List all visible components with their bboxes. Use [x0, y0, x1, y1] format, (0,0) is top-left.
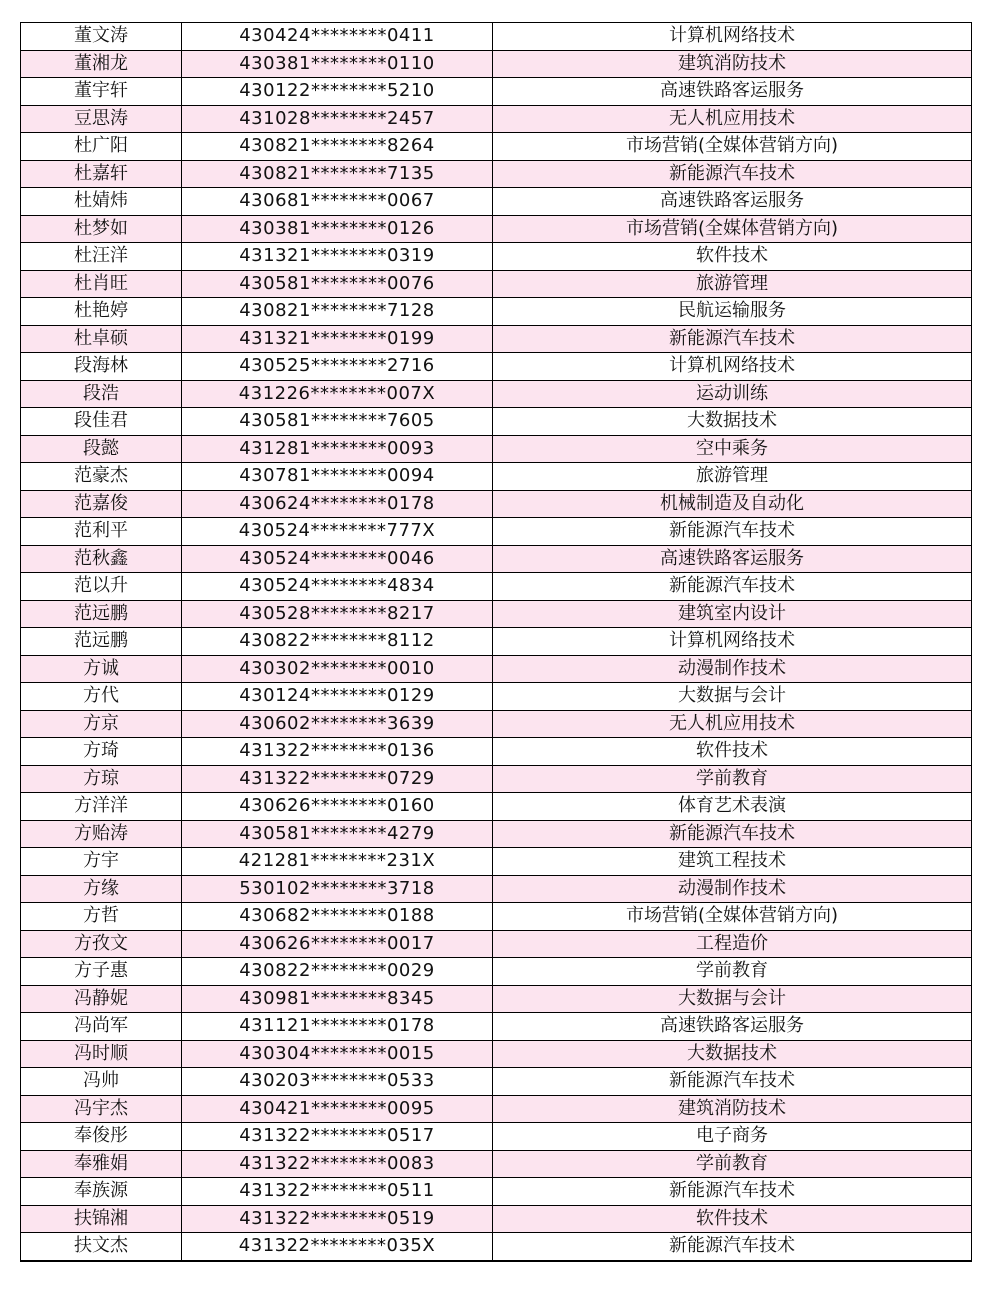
table-row	[21, 353, 972, 381]
major-cell: 新能源汽车技术	[493, 160, 972, 188]
id-number-cell: 430821********7128	[182, 298, 493, 326]
major-cell: 无人机应用技术	[493, 710, 972, 738]
student-name-cell: 段海林	[21, 353, 182, 381]
table-row	[21, 78, 972, 106]
table-row	[21, 160, 972, 188]
id-number-cell: 430524********4834	[182, 573, 493, 601]
id-number-cell: 530102********3718	[182, 875, 493, 903]
major-cell: 新能源汽车技术	[493, 820, 972, 848]
table-row	[21, 1205, 972, 1233]
major-cell: 学前教育	[493, 1150, 972, 1178]
student-name-cell: 方诚	[21, 655, 182, 683]
id-number-cell: 431322********0729	[182, 765, 493, 793]
id-number-cell: 431281********0093	[182, 435, 493, 463]
major-cell: 市场营销(全媒体营销方向)	[493, 215, 972, 243]
id-number-cell: 431322********035X	[182, 1233, 493, 1261]
id-number-cell: 430981********8345	[182, 985, 493, 1013]
student-name-cell: 范以升	[21, 573, 182, 601]
id-number-cell: 430302********0010	[182, 655, 493, 683]
id-number-cell: 431321********0319	[182, 243, 493, 271]
student-name-cell: 扶锦湘	[21, 1205, 182, 1233]
table-row	[21, 518, 972, 546]
table-row	[21, 573, 972, 601]
major-cell: 动漫制作技术	[493, 875, 972, 903]
major-cell: 高速铁路客运服务	[493, 78, 972, 106]
student-name-cell: 方京	[21, 710, 182, 738]
student-name-cell: 杜梦如	[21, 215, 182, 243]
student-name-cell: 范远鹏	[21, 600, 182, 628]
major-cell: 软件技术	[493, 243, 972, 271]
table-row	[21, 985, 972, 1013]
table-row	[21, 545, 972, 573]
table-row	[21, 1068, 972, 1096]
table-row	[21, 463, 972, 491]
major-cell: 运动训练	[493, 380, 972, 408]
table-row	[21, 243, 972, 271]
table-row	[21, 1013, 972, 1041]
student-name-cell: 董湘龙	[21, 50, 182, 78]
major-cell: 软件技术	[493, 738, 972, 766]
student-name-cell: 杜汪洋	[21, 243, 182, 271]
id-number-cell: 430581********7605	[182, 408, 493, 436]
student-name-cell: 冯帅	[21, 1068, 182, 1096]
id-number-cell: 431322********0517	[182, 1123, 493, 1151]
major-cell: 体育艺术表演	[493, 793, 972, 821]
major-cell: 计算机网络技术	[493, 353, 972, 381]
major-cell: 学前教育	[493, 765, 972, 793]
id-number-cell: 430626********0160	[182, 793, 493, 821]
major-cell: 市场营销(全媒体营销方向)	[493, 133, 972, 161]
student-name-cell: 杜艳婷	[21, 298, 182, 326]
id-number-cell: 430781********0094	[182, 463, 493, 491]
major-cell: 无人机应用技术	[493, 105, 972, 133]
student-name-cell: 杜肖旺	[21, 270, 182, 298]
id-number-cell: 430124********0129	[182, 683, 493, 711]
id-number-cell: 430424********0411	[182, 23, 493, 51]
major-cell: 大数据与会计	[493, 985, 972, 1013]
major-cell: 建筑消防技术	[493, 50, 972, 78]
major-cell: 建筑工程技术	[493, 848, 972, 876]
roster-sheet	[20, 22, 970, 1262]
table-row	[21, 50, 972, 78]
table-row	[21, 765, 972, 793]
id-number-cell: 430381********0126	[182, 215, 493, 243]
id-number-cell: 430626********0017	[182, 930, 493, 958]
table-row	[21, 23, 972, 51]
major-cell: 新能源汽车技术	[493, 1233, 972, 1261]
id-number-cell: 430421********0095	[182, 1095, 493, 1123]
student-name-cell: 方宇	[21, 848, 182, 876]
student-name-cell: 方代	[21, 683, 182, 711]
id-number-cell: 430822********8112	[182, 628, 493, 656]
major-cell: 新能源汽车技术	[493, 518, 972, 546]
table-row	[21, 133, 972, 161]
id-number-cell: 431322********0519	[182, 1205, 493, 1233]
table-row	[21, 1150, 972, 1178]
student-name-cell: 扶文杰	[21, 1233, 182, 1261]
major-cell: 高速铁路客运服务	[493, 188, 972, 216]
table-row	[21, 490, 972, 518]
major-cell: 高速铁路客运服务	[493, 1013, 972, 1041]
table-row	[21, 820, 972, 848]
id-number-cell: 430681********0067	[182, 188, 493, 216]
id-number-cell: 431226********007X	[182, 380, 493, 408]
student-name-cell: 范秋鑫	[21, 545, 182, 573]
student-name-cell: 方孜文	[21, 930, 182, 958]
id-number-cell: 421281********231X	[182, 848, 493, 876]
major-cell: 新能源汽车技术	[493, 573, 972, 601]
major-cell: 动漫制作技术	[493, 655, 972, 683]
id-number-cell: 430822********0029	[182, 958, 493, 986]
table-row	[21, 270, 972, 298]
table-row	[21, 298, 972, 326]
id-number-cell: 430304********0015	[182, 1040, 493, 1068]
student-name-cell: 方子惠	[21, 958, 182, 986]
student-name-cell: 杜婧炜	[21, 188, 182, 216]
id-number-cell: 430821********8264	[182, 133, 493, 161]
student-name-cell: 范远鹏	[21, 628, 182, 656]
major-cell: 新能源汽车技术	[493, 1068, 972, 1096]
table-row	[21, 683, 972, 711]
table-row	[21, 325, 972, 353]
table-row	[21, 408, 972, 436]
id-number-cell: 430381********0110	[182, 50, 493, 78]
id-number-cell: 431121********0178	[182, 1013, 493, 1041]
student-name-cell: 奉俊彤	[21, 1123, 182, 1151]
major-cell: 大数据与会计	[493, 683, 972, 711]
major-cell: 空中乘务	[493, 435, 972, 463]
id-number-cell: 430581********4279	[182, 820, 493, 848]
major-cell: 机械制造及自动化	[493, 490, 972, 518]
student-name-cell: 方洋洋	[21, 793, 182, 821]
id-number-cell: 430528********8217	[182, 600, 493, 628]
id-number-cell: 431322********0511	[182, 1178, 493, 1206]
table-row	[21, 848, 972, 876]
major-cell: 计算机网络技术	[493, 23, 972, 51]
table-row	[21, 793, 972, 821]
id-number-cell: 430525********2716	[182, 353, 493, 381]
major-cell: 大数据技术	[493, 408, 972, 436]
table-row	[21, 1040, 972, 1068]
major-cell: 计算机网络技术	[493, 628, 972, 656]
student-name-cell: 范利平	[21, 518, 182, 546]
id-number-cell: 430524********0046	[182, 545, 493, 573]
major-cell: 软件技术	[493, 1205, 972, 1233]
id-number-cell: 430821********7135	[182, 160, 493, 188]
table-row	[21, 600, 972, 628]
student-name-cell: 段懿	[21, 435, 182, 463]
student-name-cell: 冯静妮	[21, 985, 182, 1013]
table-row	[21, 1095, 972, 1123]
table-row	[21, 380, 972, 408]
id-number-cell: 430203********0533	[182, 1068, 493, 1096]
major-cell: 民航运输服务	[493, 298, 972, 326]
student-name-cell: 范嘉俊	[21, 490, 182, 518]
major-cell: 工程造价	[493, 930, 972, 958]
major-cell: 旅游管理	[493, 463, 972, 491]
student-name-cell: 方贻涛	[21, 820, 182, 848]
table-row	[21, 903, 972, 931]
major-cell: 市场营销(全媒体营销方向)	[493, 903, 972, 931]
major-cell: 新能源汽车技术	[493, 1178, 972, 1206]
table-row	[21, 215, 972, 243]
student-name-cell: 范豪杰	[21, 463, 182, 491]
table-row	[21, 435, 972, 463]
major-cell: 大数据技术	[493, 1040, 972, 1068]
student-name-cell: 方缘	[21, 875, 182, 903]
table-row	[21, 628, 972, 656]
table-row	[21, 1178, 972, 1206]
table-row	[21, 1123, 972, 1151]
student-name-cell: 方琼	[21, 765, 182, 793]
id-number-cell: 430682********0188	[182, 903, 493, 931]
table-row	[21, 875, 972, 903]
major-cell: 建筑消防技术	[493, 1095, 972, 1123]
table-row	[21, 958, 972, 986]
major-cell: 电子商务	[493, 1123, 972, 1151]
student-name-cell: 杜嘉轩	[21, 160, 182, 188]
major-cell: 学前教育	[493, 958, 972, 986]
student-name-cell: 董文涛	[21, 23, 182, 51]
table-row	[21, 738, 972, 766]
id-number-cell: 431028********2457	[182, 105, 493, 133]
student-name-cell: 段浩	[21, 380, 182, 408]
major-cell: 高速铁路客运服务	[493, 545, 972, 573]
table-row	[21, 710, 972, 738]
id-number-cell: 431322********0083	[182, 1150, 493, 1178]
id-number-cell: 430624********0178	[182, 490, 493, 518]
table-row	[21, 1233, 972, 1261]
student-name-cell: 奉族源	[21, 1178, 182, 1206]
student-name-cell: 段佳君	[21, 408, 182, 436]
id-number-cell: 430602********3639	[182, 710, 493, 738]
table-row	[21, 930, 972, 958]
table-row	[21, 655, 972, 683]
student-name-cell: 豆思涛	[21, 105, 182, 133]
student-name-cell: 杜广阳	[21, 133, 182, 161]
student-name-cell: 方琦	[21, 738, 182, 766]
student-name-cell: 冯宇杰	[21, 1095, 182, 1123]
student-name-cell: 奉雅娟	[21, 1150, 182, 1178]
student-name-cell: 方哲	[21, 903, 182, 931]
id-number-cell: 430524********777X	[182, 518, 493, 546]
id-number-cell: 431321********0199	[182, 325, 493, 353]
major-cell: 新能源汽车技术	[493, 325, 972, 353]
roster-body	[21, 23, 972, 1261]
id-number-cell: 430581********0076	[182, 270, 493, 298]
table-row	[21, 188, 972, 216]
student-name-cell: 董宇轩	[21, 78, 182, 106]
id-number-cell: 431322********0136	[182, 738, 493, 766]
student-name-cell: 冯尚军	[21, 1013, 182, 1041]
student-name-cell: 杜卓硕	[21, 325, 182, 353]
id-number-cell: 430122********5210	[182, 78, 493, 106]
major-cell: 旅游管理	[493, 270, 972, 298]
roster-table	[20, 22, 972, 1262]
table-row	[21, 105, 972, 133]
student-name-cell: 冯时顺	[21, 1040, 182, 1068]
major-cell: 建筑室内设计	[493, 600, 972, 628]
